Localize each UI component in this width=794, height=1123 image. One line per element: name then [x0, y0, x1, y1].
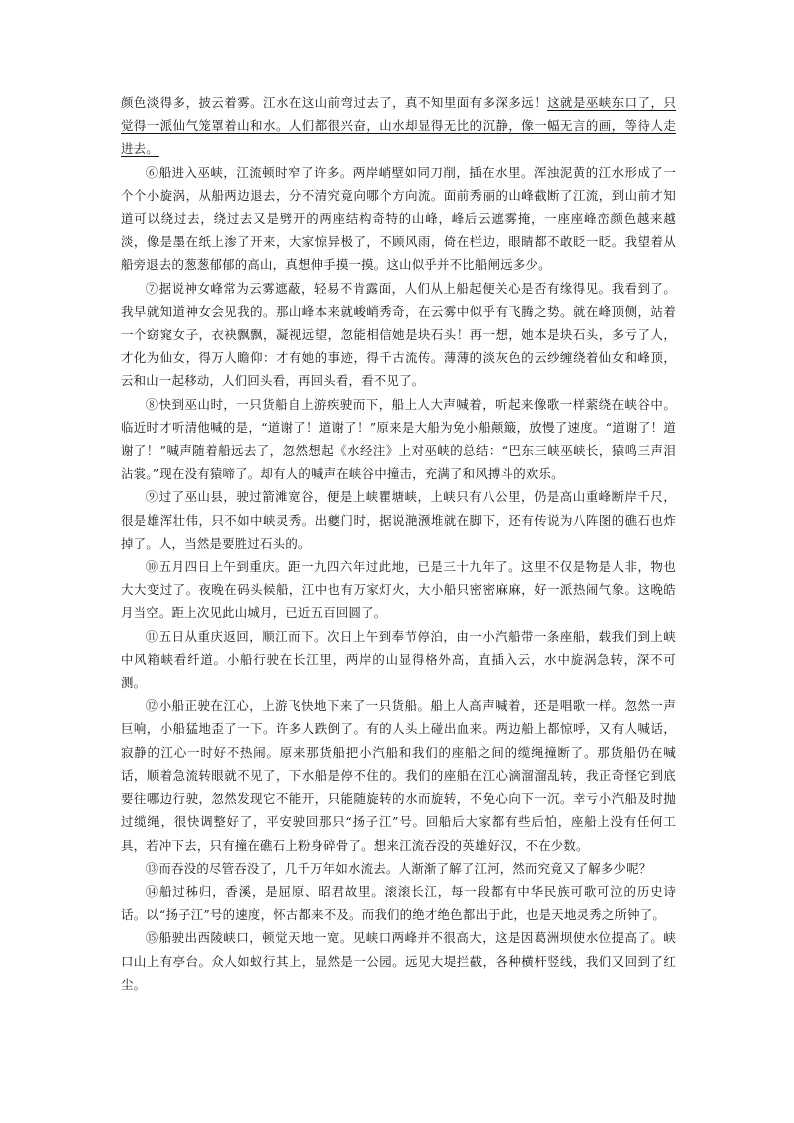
text-run: ⑨过了巫山县，驶过箭滩宽谷，便是上峡瞿塘峡，上峡只有八公里，仍是高山重峰断岸千尺，很是雄浑壮伟，只不如中峡灵秀。出夔门时，据说滟滪堆就在脚下，还有传说为八阵图的礁石也炸掉了。人，当然是要胜过石头的。 — [121, 489, 676, 551]
text-run: ⑪五日从重庆返回，顺江而下。次日上午到奉节停泊，由一小汽船带一条座船，载我们到上峡中风箱峡看纤道。小船行驶在长江里，两岸的山显得格外高，直插入云，水中旋涡急转，深不可测。 — [121, 628, 676, 691]
paragraph-13 — [121, 857, 676, 880]
underlined-sentence: 这就是巫峡东口了，只觉得一派仙气笼罩着山和水。人们都很兴奋，山水却显得无比的沉静，像一幅无言的画，等待人走进去。 — [121, 95, 677, 157]
text-run: ⑧快到巫山时，一只货船自上游疾驶而下，船上人大声喊着，听起来像歌一样萦绕在峡谷中。临近时才听清他喊的是，“道谢了！道谢了！”原来是大船为免小船颠簸，放慢了速度。“道谢了！道谢了！”喊声随着船远去了，忽然想起《水经注》上对巫峡的总结：“巴东三峡巫峡长，猿鸣三声泪沾裳。”现在没有猿啼了。却有人的喊声在峡谷中撞击，充满了和风搏斗的欢乐。 — [121, 396, 676, 482]
text-run: 颜色淡得多，披云着雾。江水在这山前弯过去了，真不知里面有多深多远！ — [121, 95, 548, 110]
paragraph-12 — [121, 694, 676, 856]
paragraph-8 — [121, 393, 676, 486]
text-run: ⑩五月四日上午到重庆。距一九四六年过此地，已是三十九年了。这里不仅是物是人非，物也大大变过了。夜晚在码头候船，江中也有万家灯火，大小船只密密麻麻，好一派热闹气象。这晚皓月当空。距上次见此山城月，已近五百回圆了。 — [121, 559, 676, 621]
text-run: ⑮船驶出西陵峡口，顿觉天地一宽。见峡口两峰并不很高大，这是因葛洲坝使水位提高了。峡口山上有亭台。众人如蚁行其上，显然是一公园。远见大堤拦截，各种横杆竖线，我们又回到了红尘。 — [121, 930, 676, 992]
paragraph-9 — [121, 485, 676, 555]
paragraph-6 — [121, 161, 676, 277]
paragraph-7 — [121, 277, 676, 393]
paragraph-11 — [121, 625, 676, 695]
paragraph-15 — [121, 926, 676, 996]
text-run: ⑬而吞没的尽管吞没了，几千万年如水流去。人渐渐了解了江河，然而究竟又了解多少呢？ — [145, 860, 652, 876]
text-run: ⑦据说神女峰常为云雾遮蔽，轻易不肯露面，人们从上船起便关心是否有缘得见。我看到了。我早就知道神女会见我的。那山峰本来就峻峭秀奇，在云雾中似乎有飞腾之势。就在峰顶侧，站着一个窈窕女子，衣袂飘飘，凝视远望，忽能相信她是块石头！再一想，她本是块石头，多亏了人，才化为仙女，得万人瞻仰：才有她的事迹，得千古流传。薄薄的淡灰色的云纱缠绕着仙女和峰顶，云和山一起移动，人们回头看，再回头看，看不见了。 — [121, 280, 676, 389]
text-run: ⑫小船正驶在江心，上游飞快地下来了一只货船。船上人高声喊着，还是唱歌一样。忽然一声巨响，小船猛地歪了一下。许多人跌倒了。有的人头上碰出血来。两边船上都惊呼，又有人喊话，寂静的江心一时好不热闹。原来那货船把小汽船和我们的座船之间的缆绳撞断了。那货船仍在喊话，顺着急流转眼就不见了，下水船是停不住的。我们的座船在江心滴溜溜乱转，我正奇怪它到底要往哪边行驶，忽然发现它不能开，只能随旋转的水而旋转，不免心向下一沉。幸亏小汽船及时抛过缆绳，很快调整好了，平安驶回那只“扬子江”号。回船后大家都有些后怕，座船上没有任何工具，若冲下去，只有撞在礁石上粉身碎骨了。想来江流吞没的英雄好汉，不在少数。 — [121, 698, 676, 853]
paragraph-10 — [121, 555, 676, 625]
paragraph-14 — [121, 880, 676, 926]
article-body — [121, 91, 676, 996]
text-run: ⑭船过秭归，香溪，是屈原、昭君故里。滚滚长江，每一段都有中华民族可歌可泣的历史诗话。以“扬子江”号的速度，怀古都来不及。而我们的绝才绝色都出于此，也是天地灵秀之所钟了。 — [121, 883, 676, 923]
text-run: ⑥船进入巫峡，江流顿时窄了许多。两岸峭壁如同刀削，插在水里。浑浊泥黄的江水形成了一个个小旋涡，从船两边退去，分不清究竟向哪个方向流。面前秀丽的山峰截断了江流，到山前才知道可以绕过去，绕过去又是劈开的两座结构奇特的山峰，峰后云遮雾掩，一座座峰峦颜色越来越淡，像是墨在纸上渗了开来，大家惊异极了，不顾风雨，倚在栏边，眼睛都不敢眨一眨。我望着从船旁退去的葱葱郁郁的高山，真想伸手摸一摸。这山似乎并不比船闸远多少。 — [121, 164, 676, 273]
paragraph-5-tail — [121, 91, 676, 161]
